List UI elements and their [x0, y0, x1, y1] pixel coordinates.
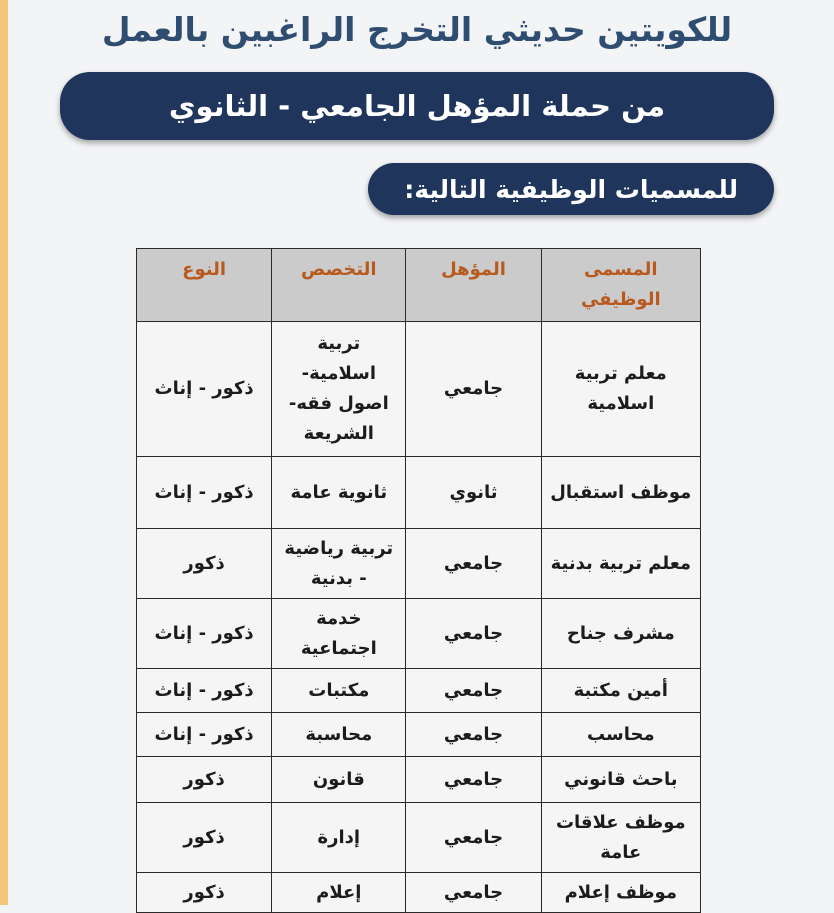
- cell-job-title: باحث قانوني: [541, 757, 700, 803]
- cell-gender: ذكور - إناث: [137, 713, 272, 757]
- cell-job-title: موظف إعلام: [541, 873, 700, 913]
- cell-qualification: جامعي: [406, 803, 541, 873]
- table-row: [137, 599, 701, 669]
- header-job-title: المسمى الوظيفي: [541, 249, 700, 322]
- cell-job-title: موظف استقبال: [541, 457, 700, 529]
- cell-qualification: ثانوي: [406, 457, 541, 529]
- table-row: [137, 713, 701, 757]
- cell-specialization: خدمة اجتماعية: [272, 599, 406, 669]
- cell-gender: ذكور: [137, 757, 272, 803]
- table-row: [137, 669, 701, 713]
- table-row: [137, 529, 701, 599]
- cell-gender: ذكور - إناث: [137, 457, 272, 529]
- cell-specialization: محاسبة: [272, 713, 406, 757]
- table-row: [137, 457, 701, 529]
- qualification-banner-text: من حملة المؤهل الجامعي - الثانوي: [168, 89, 666, 123]
- cell-specialization: تربية رياضية - بدنية: [272, 529, 406, 599]
- cell-qualification: جامعي: [406, 669, 541, 713]
- cell-job-title: معلم تربية اسلامية: [541, 322, 700, 457]
- cell-gender: ذكور - إناث: [137, 669, 272, 713]
- table-row: [137, 322, 701, 457]
- cell-specialization: قانون: [272, 757, 406, 803]
- header-qualification: المؤهل: [406, 249, 541, 322]
- table-row: [137, 873, 701, 913]
- cell-job-title: محاسب: [541, 713, 700, 757]
- page-headline: للكويتين حديثي التخرج الراغبين بالعمل: [101, 10, 733, 49]
- cell-gender: ذكور: [137, 873, 272, 913]
- cell-qualification: جامعي: [406, 873, 541, 913]
- cell-specialization: تربية اسلامية- اصول فقه- الشريعة: [272, 322, 406, 457]
- left-accent-strip: [0, 0, 8, 905]
- cell-job-title: مشرف جناح: [541, 599, 700, 669]
- cell-gender: ذكور - إناث: [137, 599, 272, 669]
- cell-qualification: جامعي: [406, 713, 541, 757]
- header-gender: النوع: [137, 249, 272, 322]
- cell-qualification: جامعي: [406, 529, 541, 599]
- cell-gender: ذكور: [137, 803, 272, 873]
- table-row: [137, 803, 701, 873]
- table-row: [137, 757, 701, 803]
- job-titles-banner-text: للمسميات الوظيفية التالية:: [404, 174, 738, 204]
- cell-specialization: مكتبات: [272, 669, 406, 713]
- cell-job-title: معلم تربية بدنية: [541, 529, 700, 599]
- cell-specialization: إدارة: [272, 803, 406, 873]
- cell-gender: ذكور - إناث: [137, 322, 272, 457]
- cell-qualification: جامعي: [406, 757, 541, 803]
- cell-job-title: موظف علاقات عامة: [541, 803, 700, 873]
- cell-specialization: إعلام: [272, 873, 406, 913]
- jobs-table: [136, 248, 701, 913]
- job-titles-banner: [368, 163, 774, 215]
- table-header-row: [137, 249, 701, 322]
- cell-job-title: أمين مكتبة: [541, 669, 700, 713]
- cell-qualification: جامعي: [406, 599, 541, 669]
- header-specialization: التخصص: [272, 249, 406, 322]
- cell-gender: ذكور: [137, 529, 272, 599]
- cell-specialization: ثانوية عامة: [272, 457, 406, 529]
- qualification-banner: [60, 72, 774, 140]
- cell-qualification: جامعي: [406, 322, 541, 457]
